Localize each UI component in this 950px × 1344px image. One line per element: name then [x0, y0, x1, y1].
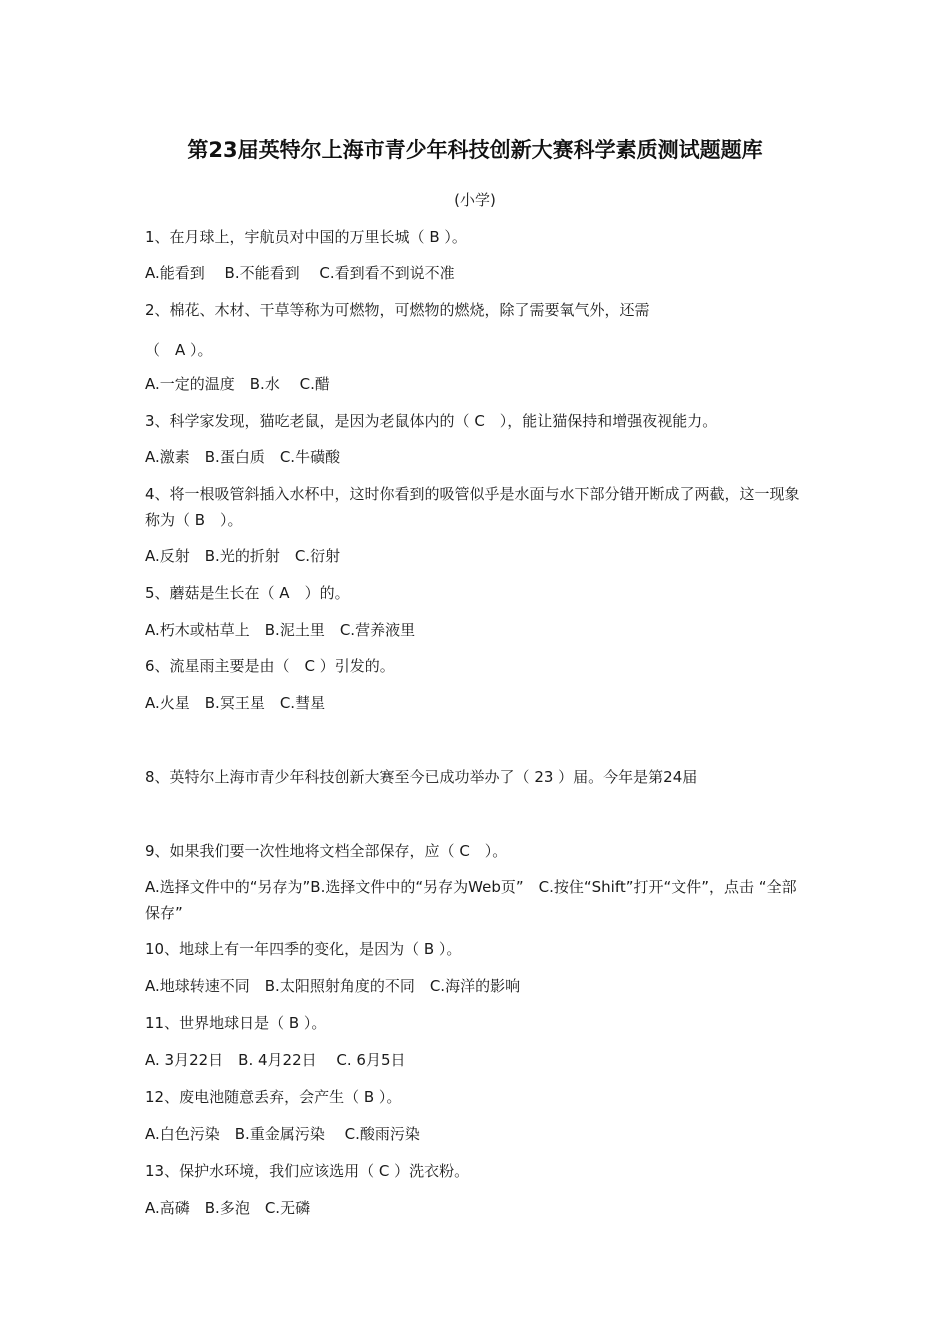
- question-1: 1、在月球上，宇航员对中国的万里长城（ B ）。: [145, 228, 467, 246]
- question-10: 10、地球上有一年四季的变化，是因为（ B ）。: [145, 940, 462, 958]
- question-13: 13、保护水环境，我们应该选用（ C ）洗衣粉。: [145, 1162, 470, 1180]
- options-13: A.高磷 B.多泡 C.无磷: [145, 1199, 311, 1217]
- document-subtitle: (小学): [454, 191, 496, 209]
- question-2: 2、棉花、木材、干草等称为可燃物，可燃物的燃烧，除了需要氧气外，还需: [145, 301, 650, 319]
- options-11: A. 3月22日 B. 4月22日 C. 6月5日: [145, 1051, 406, 1069]
- document-title: 第23届英特尔上海市青少年科技创新大赛科学素质测试题题库: [187, 138, 763, 162]
- options-1: A.能看到 B.不能看到 C.看到看不到说不准: [145, 264, 455, 282]
- options-3: A.激素 B.蛋白质 C.牛磺酸: [145, 448, 341, 466]
- options-4: A.反射 B.光的折射 C.衍射: [145, 547, 341, 565]
- options-12: A.白色污染 B.重金属污染 C.酸雨污染: [145, 1125, 420, 1143]
- options-5: A.朽木或枯草上 B.泥土里 C.营养液里: [145, 621, 416, 639]
- options-6: A.火星 B.冥王星 C.彗星: [145, 694, 326, 712]
- options-2: A.一定的温度 B.水 C.醋: [145, 375, 330, 393]
- question-2-answer: （ A ）。: [145, 341, 213, 359]
- question-11: 11、世界地球日是（ B ）。: [145, 1014, 327, 1032]
- options-9: A.选择文件中的“另存为”B.选择文件中的“另存为Web页” C.按住“Shift”打开“文件”，点击 “全部保存”: [145, 878, 797, 922]
- question-5: 5、蘑菇是生长在（ A ）的。: [145, 584, 350, 602]
- options-10: A.地球转速不同 B.太阳照射角度的不同 C.海洋的影响: [145, 977, 521, 995]
- question-4: 4、将一根吸管斜插入水杯中，这时你看到的吸管似乎是水面与水下部分错开断成了两截，这一现象称为（ B ）。: [145, 485, 800, 529]
- question-9: 9、如果我们要一次性地将文档全部保存，应（ C ）。: [145, 842, 508, 860]
- question-12: 12、废电池随意丢弃，会产生（ B ）。: [145, 1088, 402, 1106]
- question-3: 3、科学家发现，猫吃老鼠，是因为老鼠体内的（ C ），能让猫保持和增强夜视能力。: [145, 412, 718, 430]
- question-6: 6、流星雨主要是由（ C ）引发的。: [145, 657, 395, 675]
- question-8: 8、英特尔上海市青少年科技创新大赛至今已成功举办了（ 23 ）届。今年是第24届: [145, 768, 698, 786]
